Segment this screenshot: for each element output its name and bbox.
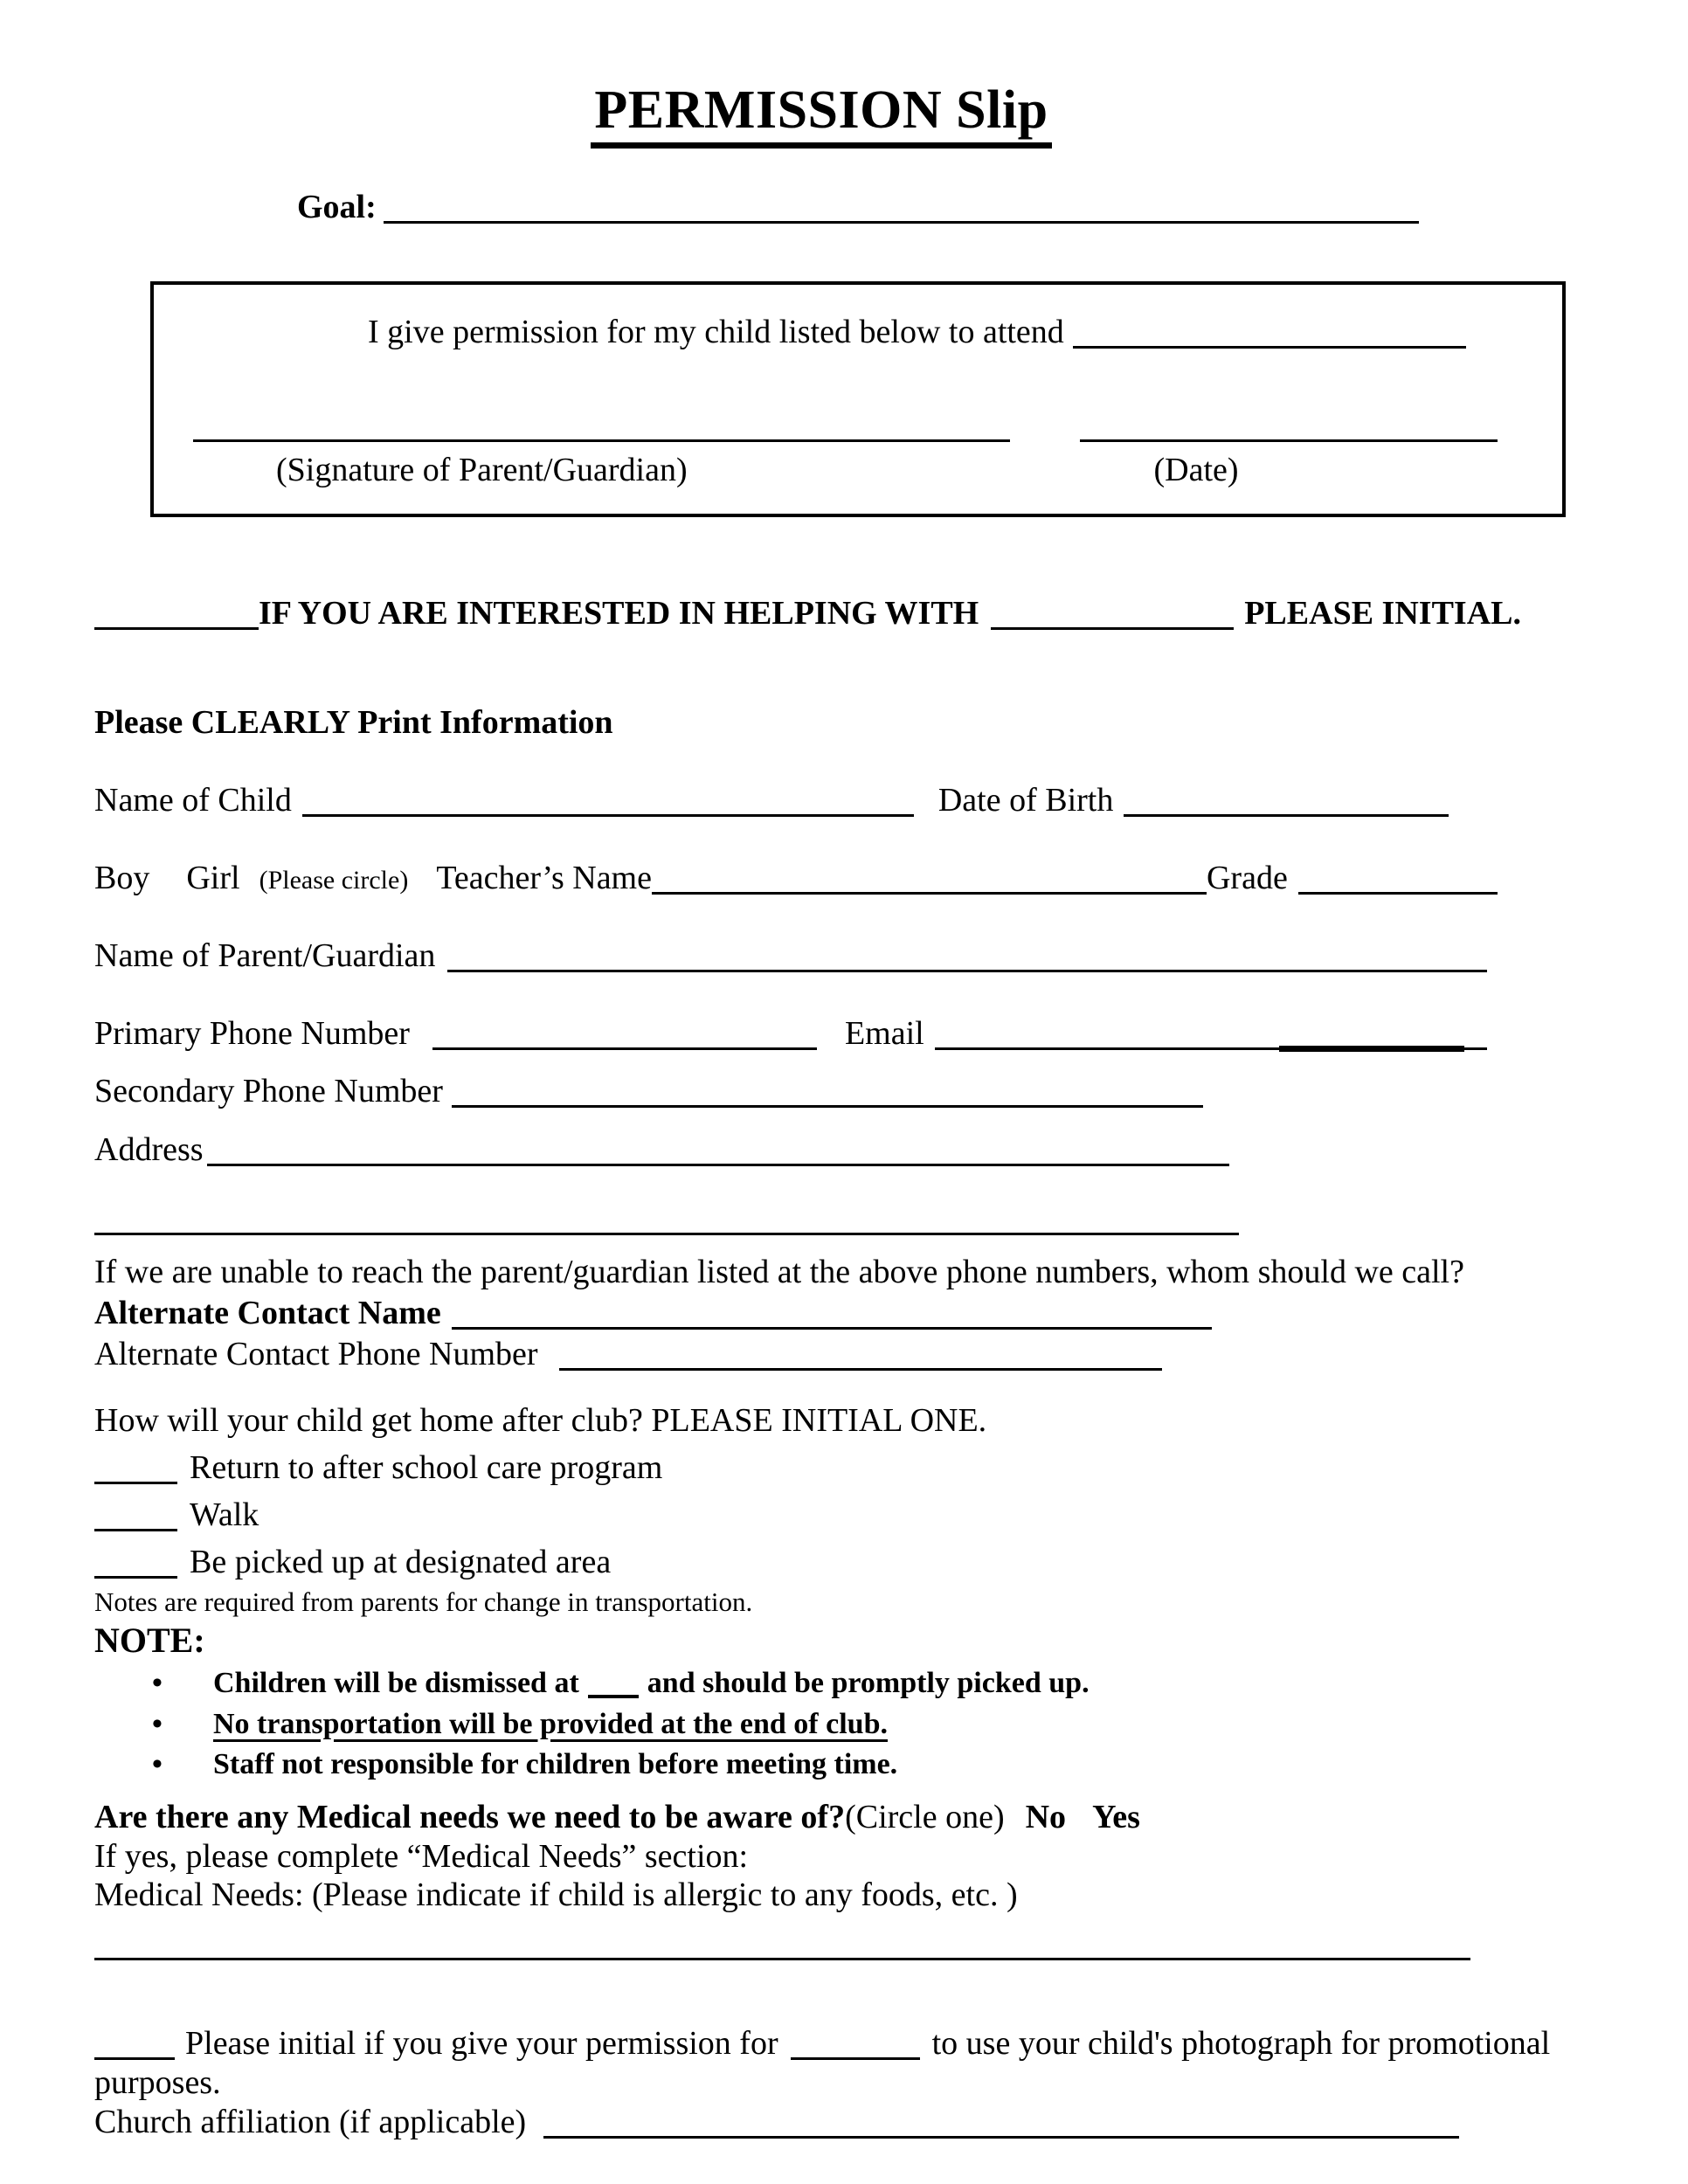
medical-needs-write-in-row (94, 1927, 1548, 1970)
helping-text-1: IF YOU ARE INTERESTED IN HELPING WITH (259, 595, 979, 632)
helping-with-blank (991, 597, 1234, 630)
transport-question: How will your child get home after club? PLEASE INITIAL ONE. (94, 1402, 987, 1440)
parent-name-row (94, 936, 1548, 976)
circle-one-label: (Circle one) (845, 1798, 1005, 1835)
grade-blank (1298, 861, 1498, 895)
photo-permission-pre: Please initial if you give your permission for (185, 2025, 778, 2063)
signature-blank-line (193, 409, 1010, 442)
transport-option-row (94, 1496, 1548, 1535)
note-bullet-row (94, 1666, 1548, 1701)
address-label: Address (94, 1131, 204, 1169)
child-name-row (94, 781, 1548, 820)
medical-if-yes-text: If yes, please complete “Medical Needs” section: (94, 1837, 749, 1875)
attend-blank-line (1073, 315, 1466, 349)
transport-option-row (94, 1543, 1548, 1582)
address-continuation-row (94, 1199, 1548, 1239)
email-blank-short (935, 1017, 994, 1050)
name-of-parent-blank (447, 939, 1487, 972)
date-of-birth-blank (1124, 784, 1449, 817)
name-of-parent-label: Name of Parent/Guardian (94, 936, 436, 974)
email-blank-long (994, 1017, 1279, 1050)
medical-needs-label: Medical Needs: (Please indicate if child is allergic to any foods, etc. ) (94, 1876, 1018, 1914)
address-blank (207, 1133, 1229, 1166)
church-affiliation-label: Church affiliation (if applicable) (94, 2103, 527, 2140)
alternate-contact-question: If we are unable to reach the parent/guardian listed at the above phone numbers, whom should we call? (94, 1253, 1464, 1290)
option-initial-blank (94, 1451, 177, 1484)
girl-label: Girl (186, 859, 240, 896)
address-row (94, 1130, 1548, 1170)
church-affiliation-blank (543, 2105, 1459, 2139)
bullet-no-transportation: No transportation will be provided at the end of club. (213, 1707, 888, 1740)
photo-organization-blank (791, 2027, 920, 2060)
teachers-name-label: Teacher’s Name (436, 859, 652, 896)
secondary-phone-blank (452, 1075, 1203, 1108)
photo-permission-post: to use your child's photograph for promotional (931, 2025, 1551, 2063)
teachers-name-blank (652, 861, 1207, 895)
medical-no-option: No (1025, 1798, 1067, 1835)
email-blank-tail (1464, 1017, 1487, 1050)
alternate-phone-label: Alternate Contact Phone Number (94, 1335, 538, 1372)
bullet-staff-not-responsible: Staff not responsible for children before meeting time. (213, 1747, 898, 1780)
email-blank-thick (1279, 1019, 1464, 1052)
note-bullet-row (94, 1707, 1548, 1742)
medical-yes-option: Yes (1092, 1798, 1140, 1835)
note-heading: NOTE: (94, 1621, 205, 1661)
photo-initial-blank (94, 2027, 175, 2060)
signature-row (180, 406, 1536, 490)
bullet-dismissed-pre: Children will be dismissed at (213, 1667, 579, 1700)
please-circle-label: (Please circle) (259, 865, 409, 895)
alternate-phone-row (94, 1335, 1548, 1374)
primary-phone-email-row (94, 1014, 1548, 1054)
page-title: PERMISSION Slip (591, 80, 1051, 149)
helping-text-2: PLEASE INITIAL. (1244, 595, 1521, 632)
transport-notes-text: Notes are required from parents for change in transportation. (94, 1586, 753, 1617)
date-column (1080, 406, 1498, 490)
boy-label: Boy (94, 859, 150, 896)
goal-label: Goal: (297, 189, 377, 226)
transport-option-label: Walk (190, 1496, 259, 1534)
option-initial-blank (94, 1545, 177, 1579)
gender-teacher-row (94, 859, 1548, 898)
option-initial-blank (94, 1498, 177, 1531)
title-row (94, 79, 1548, 142)
medical-question-row (94, 1798, 1548, 1837)
bullet-dismissed-post: and should be promptly picked up. (647, 1667, 1090, 1700)
goal-blank-line (384, 190, 1419, 224)
alternate-name-blank (452, 1296, 1212, 1330)
medical-needs-blank (94, 1927, 1470, 1960)
helping-initial-row (94, 594, 1548, 633)
signature-column (193, 406, 1010, 490)
alternate-phone-blank (559, 1337, 1162, 1371)
print-information-heading: Please CLEARLY Print Information (94, 704, 613, 742)
date-of-birth-label: Date of Birth (937, 782, 1114, 819)
name-of-child-label: Name of Child (94, 782, 292, 819)
secondary-phone-label: Secondary Phone Number (94, 1073, 443, 1110)
attend-row (180, 313, 1536, 352)
date-blank-line (1080, 409, 1498, 442)
note-bullet-row (94, 1747, 1548, 1782)
dismissal-time-blank (588, 1672, 639, 1699)
email-label: Email (844, 1014, 924, 1052)
transport-option-label: Be picked up at designated area (190, 1543, 612, 1580)
goal-row (94, 188, 1548, 227)
photo-permission-row (94, 2024, 1551, 2063)
address-continuation-blank (94, 1202, 1239, 1235)
bullet-icon: • (152, 1667, 163, 1700)
primary-phone-blank (432, 1017, 817, 1050)
transport-option-row (94, 1448, 1548, 1488)
grade-label: Grade (1206, 859, 1288, 896)
church-affiliation-row (94, 2103, 1548, 2142)
signature-caption: (Signature of Parent/Guardian) (276, 451, 688, 488)
helping-initial-blank (94, 597, 259, 630)
bullet-icon: • (152, 1707, 163, 1740)
photo-purposes-text: purposes. (94, 2063, 221, 2101)
medical-question-label: Are there any Medical needs we need to be aware of? (94, 1798, 846, 1835)
bullet-icon: • (152, 1747, 163, 1780)
transport-option-label: Return to after school care program (190, 1449, 663, 1487)
alternate-name-label: Alternate Contact Name (94, 1294, 441, 1331)
alternate-name-row (94, 1294, 1548, 1333)
permission-statement-box (150, 281, 1566, 517)
attend-text: I give permission for my child listed below to attend (368, 313, 1064, 350)
primary-phone-label: Primary Phone Number (94, 1014, 410, 1052)
name-of-child-blank (302, 784, 914, 817)
date-caption: (Date) (1153, 451, 1239, 488)
secondary-phone-row (94, 1072, 1548, 1111)
